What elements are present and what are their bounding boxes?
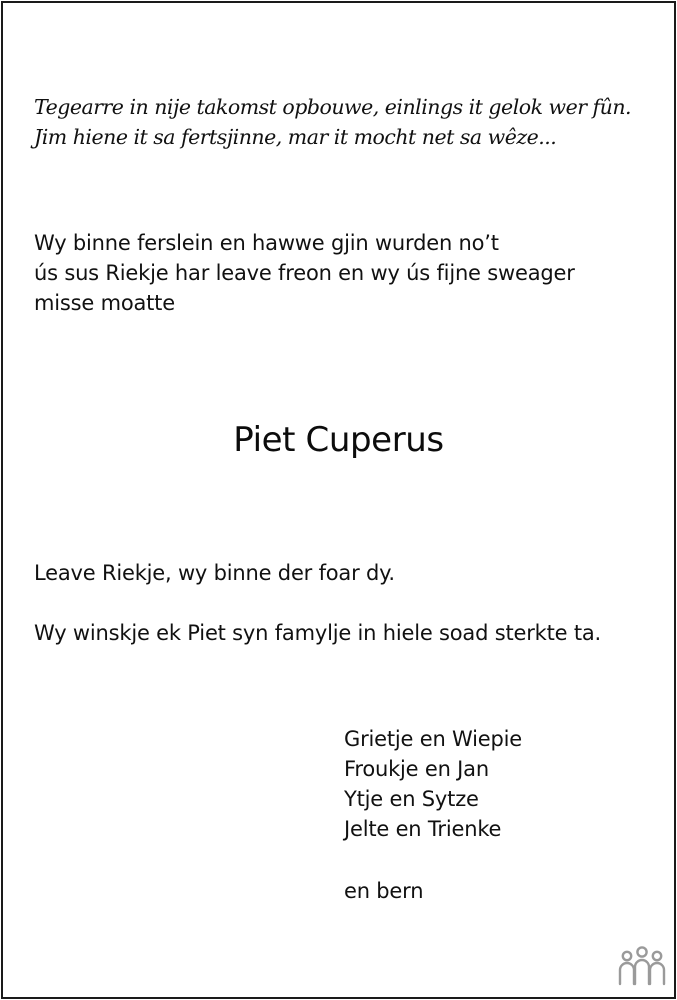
signatory-3: Ytje en Sytze [344, 787, 479, 811]
intro-line-2: ús sus Riekje har leave freon en wy ús fijne sweager [34, 261, 575, 285]
signatory-1: Grietje en Wiepie [344, 727, 522, 751]
message-line-2: Wy winskje ek Piet syn famylje in hiele soad sterkte ta. [34, 621, 602, 645]
closing-text: en bern [344, 879, 424, 903]
quote-line-2: Jim hiene it sa fertsjinne, mar it mocht net sa wêze... [34, 125, 557, 149]
intro-line-3: misse moatte [34, 291, 175, 315]
quote-line-1: Tegearre in nije takomst opbouwe, einlings it gelok wer fûn. [34, 95, 632, 119]
signatory-4: Jelte en Trienke [344, 817, 502, 841]
people-group-icon [616, 944, 668, 990]
intro-line-1: Wy binne ferslein en hawwe gjin wurden no’t [34, 231, 499, 255]
deceased-name: Piet Cuperus [233, 420, 444, 460]
signatory-2: Froukje en Jan [344, 757, 489, 781]
message-line-1: Leave Riekje, wy binne der foar dy. [34, 561, 395, 585]
